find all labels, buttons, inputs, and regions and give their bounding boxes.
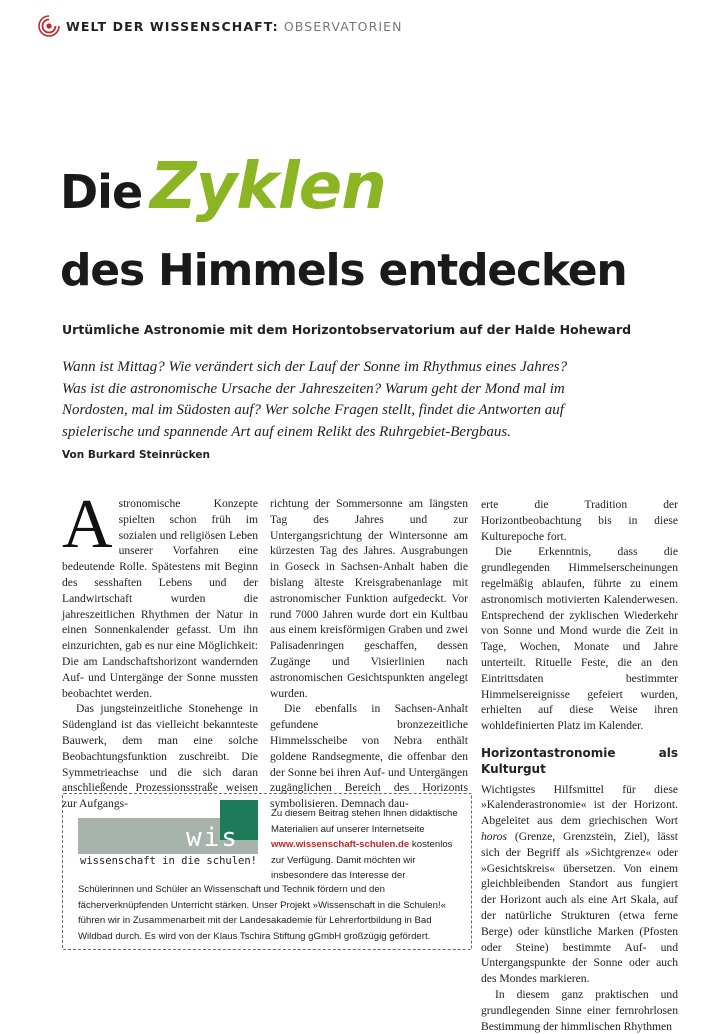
running-header — [38, 14, 403, 38]
body-paragraph — [481, 782, 678, 987]
title-line-2: des Himmels entdecken — [60, 245, 627, 296]
concentric-rings-icon — [38, 15, 60, 37]
body-column-1 — [62, 486, 258, 812]
body-column-3 — [481, 497, 678, 1034]
body-paragraph: erte die Tradition der Horizontbeobachtung bis in diese Kulturepoche fort. — [481, 498, 678, 543]
header-section: WELT DER WISSENSCHAFT: — [66, 18, 279, 34]
body-text: (Grenze, Grenzstein, Ziel), lässt sich der Begriff als »Sichtgrenze« oder »Gesichtskreis« übersetzen. Von einem gleichbleibenden Standort aus fungiert der Horizont auch als eine Art Skala, auf der natürliche Strukturen (etwa ferne Berge) oder künstliche Marken (Pfosten oder Steine) bestimmte Auf- und Untergangspunkte der Sonne oder auch des Mondes markieren. — [481, 829, 678, 986]
title-word-die: Die — [60, 165, 143, 219]
wis-box-text-bottom: Schülerinnen und Schüler an Wissenschaft und Technik fördern und den fächerverknüpfenden Unterricht stärken. Unser Projekt »Wissenschaft in die Schulen!« führen wir in Zusammenarbeit mit der Landesakademie für Lehrerfortbildung in Bad Wildbad durch. Es wird von der Klaus Tschira Stiftung gGmbH großzügig gefördert. — [78, 884, 446, 942]
wis-box-text-a: Zu diesem Beitrag stehen Ihnen didaktische Materialien auf unserer Internetseite — [271, 808, 458, 835]
wis-website-link[interactable]: www.wissenschaft-schulen.de — [271, 839, 410, 850]
body-paragraph: Das jungsteinzeitliche Stonehenge in Südengland ist das vielleicht bekannteste Bauwerk, dem man eine solche Beobachtungsfunktion zuschreibt. Die Symmetrieachse und die sich daran anschließende Prozessionsstraße weisen zur Aufgangs- — [62, 702, 258, 811]
body-paragraph: In diesem ganz praktischen und grundlegenden Sinne einer fernrohrlosen Bestimmung der himmlischen Rhythmen — [481, 987, 678, 1033]
wis-logo-text: wis — [186, 823, 239, 853]
section-heading: Horizontastronomie als Kulturgut — [481, 745, 678, 776]
drop-cap: A — [62, 486, 113, 563]
title-line-1 — [60, 150, 386, 224]
body-text: stronomische Konzepte spielten schon früh im sozialen und religiösen Leben unserer Vorfahren eine bedeutende Rolle. Spätestens mit Beginn des sesshaften Lebens und der Landwirtschaft wurden die jahreszeitlichen Rhythmen der Natur in einen Sonnenkalender gefasst. Um ihn einzurichten, gab es nur eine Möglichkeit: Die am Landschaftshorizont wandernden Auf- und Untergänge der Sonne mussten beobachtet werden. — [62, 497, 258, 700]
lead-paragraph: Wann ist Mittag? Wie verändert sich der Lauf der Sonne im Rhythmus eines Jahres? Was ist die astronomische Ursache der Jahreszeiten? Warum geht der Mond mal im Nordosten, mal im Südosten auf? Wer solche Fragen stellt, findet die Antworten auf spielerische und spannende Art auf einem Relikt des Ruhrgebiet-Bergbaus. — [62, 359, 568, 440]
wis-box-text — [271, 806, 461, 884]
body-column-2 — [270, 496, 468, 812]
header-subsection: OBSERVATORIEN — [283, 18, 403, 34]
author-byline: Von Burkard Steinrücken — [62, 449, 210, 461]
subtitle: Urtümliche Astronomie mit dem Horizontobservatorium auf der Halde Hoheward — [62, 322, 632, 337]
body-text-italic: horos — [481, 829, 507, 843]
body-paragraph: Die Erkenntnis, dass die grundlegenden Himmelserscheinungen regelmäßig ablaufen, führte zu einem astronomisch motivierten Kalenderwesen. Entsprechend der zyklischen Wiederkehr von Sonne und Mond wurde die Zeit in Tage, Wochen, Monate und Jahre unterteilt. Rituelle Feste, die an den Eintrittsdaten bestimmter Himmelsereignisse gefeiert wurden, erhielten auf diese Weise ihren wohldefinierten Platz im Kalender. — [481, 545, 678, 733]
wis-box-text-b: kostenlos zur Verfügung. Damit möchten wir insbesondere das Interesse der — [271, 839, 453, 881]
wis-tagline: wissenschaft in die schulen! — [80, 855, 258, 867]
body-text: Wichtigstes Hilfsmittel für diese »Kalenderastronomie« ist der Horizont. Abgeleitet aus dem griechischen Wort — [481, 782, 678, 828]
body-paragraph: richtung der Sommersonne am längsten Tag des Jahres und zur Untergangsrichtung der Wintersonne am kürzesten Tag des Jahres. Ausgrabungen in Goseck in Sachsen-Anhalt haben die bislang älteste Kreisgrabenanlage mit astronomischer Funktion aufgedeckt. Vor rund 7000 Jahren wurde dort ein Kultbau aus einem kreisförmigen Graben und zwei Palisadenringen geschaffen, dessen Zugänge und Visierlinien nach astronomischen Gesichtspunkten angelegt wurden. — [270, 497, 468, 700]
header-text — [66, 19, 403, 34]
body-paragraph: Die ebenfalls in Sachsen-Anhalt gefundene bronzezeitliche Himmelsscheibe von Nebra enthält goldene Randsegmente, die offenbar den der Sonne bei ihren Auf- und Untergängen zugänglichen Bereich des Horizonts symbolisieren. Demnach dau- — [270, 702, 468, 811]
body-paragraph — [62, 486, 258, 701]
title-highlight: Zyklen — [150, 150, 386, 224]
